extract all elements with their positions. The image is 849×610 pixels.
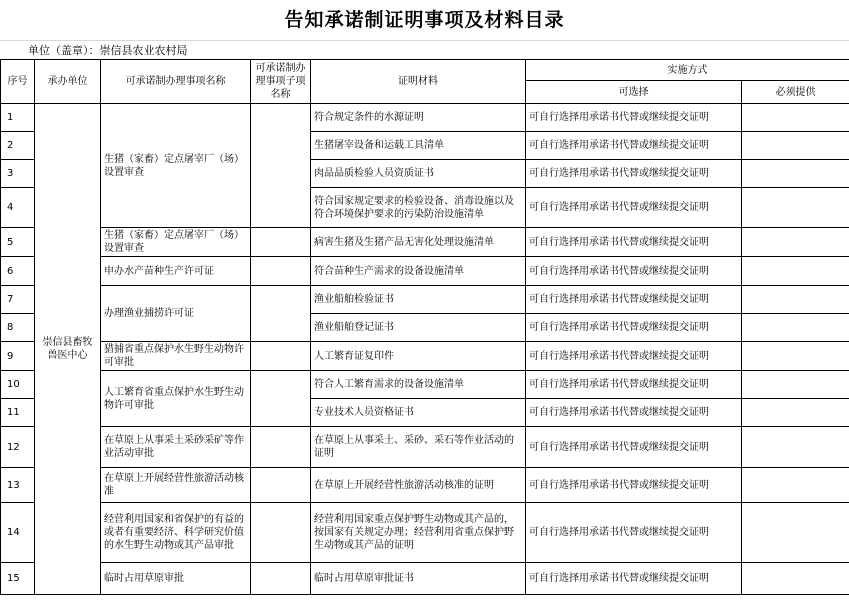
row-no: 9: [1, 342, 35, 371]
row-no: 14: [1, 503, 35, 563]
sub-cell: [251, 286, 311, 342]
optional-cell: 可自行选择用承诺书代替或继续提交证明: [526, 132, 742, 160]
table-row: [1, 104, 849, 132]
sub-cell: [251, 468, 311, 503]
row-no: 6: [1, 257, 35, 286]
required-cell: [742, 468, 849, 503]
required-cell: [742, 563, 849, 595]
optional-cell: 可自行选择用承诺书代替或继续提交证明: [526, 503, 742, 563]
table-row: [1, 257, 849, 286]
header-item: 可承诺制办理事项名称: [101, 60, 251, 104]
material-cell: 渔业船舶登记证书: [311, 314, 526, 342]
item-cell: 办理渔业捕捞许可证: [101, 286, 251, 342]
optional-cell: 可自行选择用承诺书代替或继续提交证明: [526, 314, 742, 342]
item-cell: 在草原上从事采土采砂采矿等作业活动审批: [101, 427, 251, 468]
material-cell: 肉品品质检验人员资质证书: [311, 160, 526, 188]
row-no: 5: [1, 228, 35, 257]
header-sub: 可承诺制办理事项子项名称: [251, 60, 311, 104]
item-cell: 临时占用草原审批: [101, 563, 251, 595]
optional-cell: 可自行选择用承诺书代替或继续提交证明: [526, 104, 742, 132]
optional-cell: 可自行选择用承诺书代替或继续提交证明: [526, 342, 742, 371]
header-impl: 实施方式: [526, 60, 849, 81]
material-cell: 渔业船舶检验证书: [311, 286, 526, 314]
sub-cell: [251, 503, 311, 563]
optional-cell: 可自行选择用承诺书代替或继续提交证明: [526, 563, 742, 595]
optional-cell: 可自行选择用承诺书代替或继续提交证明: [526, 188, 742, 228]
material-cell: 符合国家规定要求的检验设备、消毒设施以及符合环境保护要求的污染防治设施清单: [311, 188, 526, 228]
material-cell: 专业技术人员资格证书: [311, 399, 526, 427]
page-title: 告知承诺制证明事项及材料目录: [284, 9, 565, 31]
required-cell: [742, 104, 849, 132]
item-cell: 生猪（家畜）定点屠宰厂（场）设置审查: [101, 104, 251, 228]
sub-cell: [251, 104, 311, 228]
item-cell: 生猪（家畜）定点屠宰厂（场）设置审查: [101, 228, 251, 257]
material-cell: 人工繁育证复印件: [311, 342, 526, 371]
row-no: 4: [1, 188, 35, 228]
required-cell: [742, 160, 849, 188]
header-no: 序号: [1, 60, 35, 104]
required-cell: [742, 286, 849, 314]
item-cell: 经营利用国家和省保护的有益的或者有重要经济、科学研究价值的水生野生动物或其产品审批: [101, 503, 251, 563]
required-cell: [742, 342, 849, 371]
optional-cell: 可自行选择用承诺书代替或继续提交证明: [526, 228, 742, 257]
table-row: [1, 503, 849, 563]
material-cell: 在草原上从事采土、采砂、采石等作业活动的证明: [311, 427, 526, 468]
optional-cell: 可自行选择用承诺书代替或继续提交证明: [526, 160, 742, 188]
required-cell: [742, 132, 849, 160]
sub-cell: [251, 342, 311, 371]
required-cell: [742, 228, 849, 257]
optional-cell: 可自行选择用承诺书代替或继续提交证明: [526, 427, 742, 468]
header-dept: 承办单位: [35, 60, 101, 104]
table-row: [1, 563, 849, 595]
row-no: 13: [1, 468, 35, 503]
row-no: 10: [1, 371, 35, 399]
table-row: [1, 427, 849, 468]
material-cell: 经营利用国家重点保护野生动物或其产品的，按国家有关规定办理；经营利用省重点保护野生动物或其产品的证明: [311, 503, 526, 563]
required-cell: [742, 257, 849, 286]
dept-cell: 崇信县畜牧兽医中心: [35, 104, 101, 595]
row-no: 3: [1, 160, 35, 188]
sub-cell: [251, 371, 311, 427]
row-no: 8: [1, 314, 35, 342]
table-row: [1, 468, 849, 503]
row-no: 7: [1, 286, 35, 314]
header-material: 证明材料: [311, 60, 526, 104]
row-no: 2: [1, 132, 35, 160]
item-cell: 申办水产苗种生产许可证: [101, 257, 251, 286]
material-cell: 病害生猪及生猪产品无害化处理设施清单: [311, 228, 526, 257]
required-cell: [742, 188, 849, 228]
item-cell: 人工繁育省重点保护水生野生动物许可审批: [101, 371, 251, 427]
material-cell: 生猪屠宰设备和运载工具清单: [311, 132, 526, 160]
optional-cell: 可自行选择用承诺书代替或继续提交证明: [526, 371, 742, 399]
table-row: [1, 342, 849, 371]
row-no: 15: [1, 563, 35, 595]
table-row: [1, 371, 849, 399]
sub-cell: [251, 257, 311, 286]
required-cell: [742, 399, 849, 427]
required-cell: [742, 371, 849, 399]
header-required: 必须提供: [742, 81, 849, 104]
material-cell: 符合苗种生产需求的设备设施清单: [311, 257, 526, 286]
material-cell: 临时占用草原审批证书: [311, 563, 526, 595]
materials-table: [0, 59, 849, 595]
required-cell: [742, 503, 849, 563]
row-no: 1: [1, 104, 35, 132]
optional-cell: 可自行选择用承诺书代替或继续提交证明: [526, 257, 742, 286]
sub-cell: [251, 563, 311, 595]
unit-label: 单位（盖章）：崇信县农业农村局: [0, 40, 849, 59]
sub-cell: [251, 427, 311, 468]
header-optional: 可选择: [526, 81, 742, 104]
required-cell: [742, 427, 849, 468]
item-cell: 在草原上开展经营性旅游活动核准: [101, 468, 251, 503]
row-no: 11: [1, 399, 35, 427]
sub-cell: [251, 228, 311, 257]
optional-cell: 可自行选择用承诺书代替或继续提交证明: [526, 286, 742, 314]
optional-cell: 可自行选择用承诺书代替或继续提交证明: [526, 399, 742, 427]
material-cell: 符合规定条件的水源证明: [311, 104, 526, 132]
material-cell: 在草原上开展经营性旅游活动核准的证明: [311, 468, 526, 503]
optional-cell: 可自行选择用承诺书代替或继续提交证明: [526, 468, 742, 503]
required-cell: [742, 314, 849, 342]
table-row: [1, 286, 849, 314]
item-cell: 猎捕省重点保护水生野生动物许可审批: [101, 342, 251, 371]
material-cell: 符合人工繁育需求的设备设施清单: [311, 371, 526, 399]
row-no: 12: [1, 427, 35, 468]
table-row: [1, 228, 849, 257]
